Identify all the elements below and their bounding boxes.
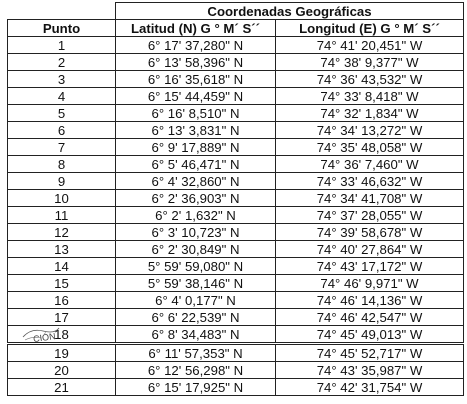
column-header-longitud: Longitud (E) G ° M´ S´´	[276, 20, 464, 37]
longitude-cell: 74° 43' 17,172" W	[276, 258, 464, 275]
punto-cell: 20	[8, 362, 116, 379]
latitude-cell: 6° 16' 35,618" N	[116, 71, 276, 88]
table-row	[8, 122, 464, 139]
group-header-row	[8, 3, 464, 20]
table-row	[8, 139, 464, 156]
longitude-cell: 74° 42' 31,754" W	[276, 379, 464, 396]
longitude-cell: 74° 34' 13,272" W	[276, 122, 464, 139]
punto-cell: 21	[8, 379, 116, 396]
longitude-cell: 74° 43' 35,987" W	[276, 362, 464, 379]
punto-cell: 13	[8, 241, 116, 258]
longitude-cell: 74° 34' 41,708" W	[276, 190, 464, 207]
table-row	[8, 37, 464, 54]
longitude-cell: 74° 39' 58,678" W	[276, 224, 464, 241]
table-row	[8, 173, 464, 190]
table-row	[8, 105, 464, 122]
table-row	[8, 156, 464, 173]
latitude-cell: 6° 5' 46,471" N	[116, 156, 276, 173]
punto-cell: 15	[8, 275, 116, 292]
longitude-cell: 74° 36' 7,460" W	[276, 156, 464, 173]
punto-cell: 9	[8, 173, 116, 190]
punto-cell: 16	[8, 292, 116, 309]
punto-cell: 19	[8, 344, 116, 362]
latitude-cell: 6° 4' 0,177" N	[116, 292, 276, 309]
longitude-cell: 74° 45' 52,717" W	[276, 344, 464, 362]
stamp-text: CIÓN	[32, 331, 57, 344]
table-row	[8, 224, 464, 241]
latitude-cell: 6° 17' 37,280" N	[116, 37, 276, 54]
punto-cell: 3	[8, 71, 116, 88]
table-row	[8, 344, 464, 362]
table-row	[8, 54, 464, 71]
longitude-cell: 74° 41' 20,451" W	[276, 37, 464, 54]
punto-cell: 4	[8, 88, 116, 105]
table-row	[8, 362, 464, 379]
punto-cell: 6	[8, 122, 116, 139]
latitude-cell: 6° 15' 17,925" N	[116, 379, 276, 396]
table-row	[8, 379, 464, 396]
latitude-cell: 6° 9' 17,889" N	[116, 139, 276, 156]
table-row	[8, 207, 464, 224]
column-header-row	[8, 20, 464, 37]
latitude-cell: 6° 12' 56,298" N	[116, 362, 276, 379]
table-row	[8, 326, 464, 344]
punto-cell: 12	[8, 224, 116, 241]
latitude-cell: 6° 16' 8,510" N	[116, 105, 276, 122]
blank-header-cell	[8, 3, 116, 20]
latitude-cell: 6° 13' 3,831" N	[116, 122, 276, 139]
table-row	[8, 309, 464, 326]
table-row	[8, 258, 464, 275]
punto-cell: 10	[8, 190, 116, 207]
punto-cell: 11	[8, 207, 116, 224]
table-row	[8, 275, 464, 292]
group-header-geographic-coordinates: Coordenadas Geográficas	[116, 3, 464, 20]
longitude-cell: 74° 46' 42,547" W	[276, 309, 464, 326]
longitude-cell: 74° 38' 9,377" W	[276, 54, 464, 71]
table-row	[8, 241, 464, 258]
punto-cell: 2	[8, 54, 116, 71]
longitude-cell: 74° 46' 14,136" W	[276, 292, 464, 309]
table-row	[8, 190, 464, 207]
punto-cell: 8	[8, 156, 116, 173]
table-row	[8, 292, 464, 309]
latitude-cell: 6° 11' 57,353" N	[116, 344, 276, 362]
latitude-cell: 6° 8' 34,483" N	[116, 326, 276, 344]
latitude-cell: 6° 4' 32,860" N	[116, 173, 276, 190]
table-row	[8, 71, 464, 88]
punto-cell: 14	[8, 258, 116, 275]
latitude-cell: 5° 59' 38,146" N	[116, 275, 276, 292]
latitude-cell: 6° 2' 36,903" N	[116, 190, 276, 207]
punto-cell: 18	[8, 326, 116, 344]
longitude-cell: 74° 32' 1,834" W	[276, 105, 464, 122]
longitude-cell: 74° 37' 28,055" W	[276, 207, 464, 224]
punto-cell: 7	[8, 139, 116, 156]
longitude-cell: 74° 46' 9,971" W	[276, 275, 464, 292]
latitude-cell: 6° 6' 22,539" N	[116, 309, 276, 326]
latitude-cell: 6° 2' 30,849" N	[116, 241, 276, 258]
longitude-cell: 74° 45' 49,013" W	[276, 326, 464, 344]
column-header-latitud: Latitud (N) G ° M´ S´´	[116, 20, 276, 37]
punto-cell: 17	[8, 309, 116, 326]
longitude-cell: 74° 33' 8,418" W	[276, 88, 464, 105]
latitude-cell: 6° 13' 58,396" N	[116, 54, 276, 71]
column-header-punto: Punto	[8, 20, 116, 37]
latitude-cell: 6° 15' 44,459" N	[116, 88, 276, 105]
latitude-cell: 6° 2' 1,632" N	[116, 207, 276, 224]
latitude-cell: 6° 3' 10,723" N	[116, 224, 276, 241]
longitude-cell: 74° 35' 48,058" W	[276, 139, 464, 156]
punto-cell: 1	[8, 37, 116, 54]
longitude-cell: 74° 33' 46,632" W	[276, 173, 464, 190]
latitude-cell: 5° 59' 59,080" N	[116, 258, 276, 275]
coordinates-table	[7, 2, 464, 396]
longitude-cell: 74° 40' 27,864" W	[276, 241, 464, 258]
table-body	[8, 37, 464, 396]
longitude-cell: 74° 36' 43,532" W	[276, 71, 464, 88]
punto-cell: 5	[8, 105, 116, 122]
table-row	[8, 88, 464, 105]
